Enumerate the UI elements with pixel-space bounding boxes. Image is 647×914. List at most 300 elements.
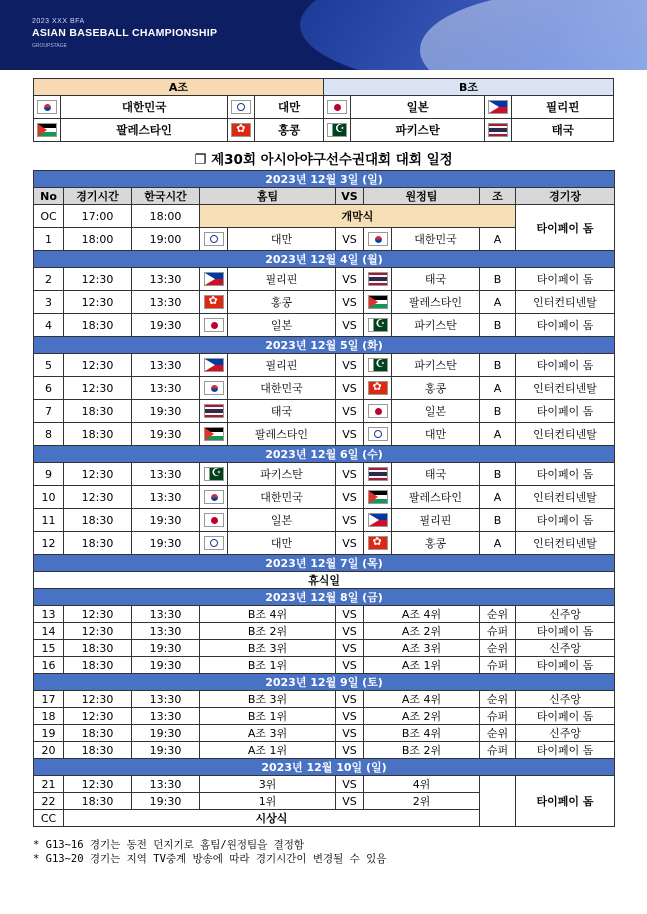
- game-row: [34, 606, 615, 623]
- korea-time: 19:30: [132, 400, 200, 423]
- local-time: 18:30: [64, 657, 132, 674]
- game-no: 1: [34, 228, 64, 251]
- venue: 타이페이 돔: [516, 623, 615, 640]
- game-no: CC: [34, 810, 64, 827]
- game-row: [34, 708, 615, 725]
- flag-cell: [323, 119, 350, 142]
- local-time: 12:30: [64, 606, 132, 623]
- local-time: 12:30: [64, 708, 132, 725]
- away-team: 팔레스타인: [392, 486, 480, 509]
- game-no: 8: [34, 423, 64, 446]
- game-no: 5: [34, 354, 64, 377]
- group-team: 팔레스타인: [61, 119, 228, 142]
- venue: 인터컨티넨탈: [516, 532, 615, 555]
- game-row: [34, 657, 615, 674]
- korea-time: 13:30: [132, 268, 200, 291]
- philippines-flag-icon: [204, 272, 224, 286]
- away-team: 대만: [392, 423, 480, 446]
- flag-cell: [34, 96, 61, 119]
- game-row: [34, 400, 615, 423]
- away-team: A조 4위: [364, 691, 480, 708]
- away-team: 일본: [392, 400, 480, 423]
- flag-cell: [200, 532, 228, 555]
- local-time: 18:30: [64, 314, 132, 337]
- venue: 타이페이 돔: [516, 268, 615, 291]
- venue: 타이페이 돔: [516, 776, 615, 827]
- hongkong-flag-icon: [368, 536, 388, 550]
- vs-label: VS: [336, 691, 364, 708]
- group-col: A: [480, 228, 516, 251]
- local-time: 12:30: [64, 268, 132, 291]
- col-vs: VS: [336, 188, 364, 205]
- venue: 타이페이 돔: [516, 314, 615, 337]
- group-team: 필리핀: [512, 96, 614, 119]
- korea-time: 19:30: [132, 314, 200, 337]
- home-team: B조 4위: [200, 606, 336, 623]
- group-col: 순위: [480, 606, 516, 623]
- vs-label: VS: [336, 606, 364, 623]
- vs-label: VS: [336, 657, 364, 674]
- group-col: 순위: [480, 725, 516, 742]
- flag-cell: [200, 354, 228, 377]
- pakistan-flag-icon: [327, 123, 347, 137]
- local-time: 12:30: [64, 776, 132, 793]
- vs-label: VS: [336, 532, 364, 555]
- group-col: B: [480, 354, 516, 377]
- game-no: 16: [34, 657, 64, 674]
- game-no: 9: [34, 463, 64, 486]
- group-team: 대한민국: [61, 96, 228, 119]
- local-time: 12:30: [64, 377, 132, 400]
- banner-year: 2023 XXX BFA: [32, 18, 85, 25]
- hongkong-flag-icon: [204, 295, 224, 309]
- korea-flag-icon: [204, 490, 224, 504]
- vs-label: VS: [336, 268, 364, 291]
- game-no: 14: [34, 623, 64, 640]
- flag-cell: [364, 400, 392, 423]
- game-row: [34, 776, 615, 793]
- away-team: A조 2위: [364, 623, 480, 640]
- local-time: 18:00: [64, 228, 132, 251]
- venue: 타이페이 돔: [516, 657, 615, 674]
- notes: [33, 838, 386, 866]
- vs-label: VS: [336, 423, 364, 446]
- game-row: [34, 691, 615, 708]
- korea-flag-icon: [37, 100, 57, 114]
- game-row: [34, 291, 615, 314]
- korea-time: 13:30: [132, 606, 200, 623]
- korea-time: 19:30: [132, 725, 200, 742]
- home-team: 파키스탄: [228, 463, 336, 486]
- local-time: 18:30: [64, 423, 132, 446]
- local-time: 12:30: [64, 463, 132, 486]
- day-header: 2023년 12월 7일 (목): [34, 555, 615, 572]
- thailand-flag-icon: [368, 272, 388, 286]
- group-col: A: [480, 532, 516, 555]
- group-col: 순위: [480, 691, 516, 708]
- korea-time: 19:30: [132, 509, 200, 532]
- schedule-title: ❐ 제30회 아시아야구선수권대회 대회 일정: [194, 152, 453, 168]
- flag-cell: [200, 268, 228, 291]
- vs-label: VS: [336, 291, 364, 314]
- venue: 타이페이 돔: [516, 400, 615, 423]
- vs-label: VS: [336, 400, 364, 423]
- game-no: 22: [34, 793, 64, 810]
- flag-cell: [364, 532, 392, 555]
- korea-time: 19:30: [132, 793, 200, 810]
- game-no: 4: [34, 314, 64, 337]
- day-header: 2023년 12월 10일 (일): [34, 759, 615, 776]
- away-team: 태국: [392, 463, 480, 486]
- game-no: OC: [34, 205, 64, 228]
- venue: 타이페이 돔: [516, 509, 615, 532]
- flag-cell: [228, 96, 255, 119]
- game-no: 10: [34, 486, 64, 509]
- palestine-flag-icon: [204, 427, 224, 441]
- group-team: 홍콩: [255, 119, 324, 142]
- banner-title: ASIAN BASEBALL CHAMPIONSHIP: [32, 27, 218, 39]
- flag-cell: [364, 463, 392, 486]
- away-team: 홍콩: [392, 377, 480, 400]
- group-col: A: [480, 377, 516, 400]
- game-row: [34, 377, 615, 400]
- day-header: 2023년 12월 3일 (일): [34, 171, 615, 188]
- header-banner: [0, 0, 647, 70]
- game-no: 12: [34, 532, 64, 555]
- vs-label: VS: [336, 725, 364, 742]
- game-no: 11: [34, 509, 64, 532]
- game-no: 15: [34, 640, 64, 657]
- group-col: 순위: [480, 640, 516, 657]
- opening-row: [34, 205, 615, 228]
- korea-time: 18:00: [132, 205, 200, 228]
- venue: 타이페이 돔: [516, 463, 615, 486]
- away-team: B조 4위: [364, 725, 480, 742]
- korea-time: 13:30: [132, 776, 200, 793]
- flag-cell: [485, 119, 512, 142]
- game-no: 21: [34, 776, 64, 793]
- philippines-flag-icon: [204, 358, 224, 372]
- venue: 인터컨티넨탈: [516, 486, 615, 509]
- game-row: [34, 268, 615, 291]
- group-col: 슈퍼: [480, 657, 516, 674]
- note-line: * G13~20 경기는 지역 TV중계 방송에 따라 경기시간이 변경될 수 있음: [33, 853, 387, 865]
- home-team: 팔레스타인: [228, 423, 336, 446]
- flag-cell: [364, 228, 392, 251]
- away-team: 필리핀: [392, 509, 480, 532]
- venue: 신주앙: [516, 606, 615, 623]
- korea-time: 19:30: [132, 742, 200, 759]
- home-team: 3위: [200, 776, 336, 793]
- game-row: [34, 640, 615, 657]
- local-time: 17:00: [64, 205, 132, 228]
- away-team: 파키스탄: [392, 314, 480, 337]
- day-header: 2023년 12월 4일 (월): [34, 251, 615, 268]
- rest-row: [34, 572, 615, 589]
- vs-label: VS: [336, 742, 364, 759]
- vs-label: VS: [336, 793, 364, 810]
- local-time: 18:30: [64, 742, 132, 759]
- away-team: 대한민국: [392, 228, 480, 251]
- flag-cell: [323, 96, 350, 119]
- game-no: 18: [34, 708, 64, 725]
- korea-time: 19:30: [132, 423, 200, 446]
- col-home: 홈팀: [200, 188, 336, 205]
- flag-cell: [485, 96, 512, 119]
- local-time: 12:30: [64, 291, 132, 314]
- vs-label: VS: [336, 314, 364, 337]
- vs-label: VS: [336, 377, 364, 400]
- venue: 신주앙: [516, 691, 615, 708]
- game-no: 20: [34, 742, 64, 759]
- col-local-time: 경기시간: [64, 188, 132, 205]
- local-time: 12:30: [64, 354, 132, 377]
- group-b-header: B조: [323, 79, 613, 96]
- group-col: B: [480, 268, 516, 291]
- venue: 신주앙: [516, 640, 615, 657]
- group-col: [480, 776, 516, 827]
- flag-cell: [364, 486, 392, 509]
- vs-label: VS: [336, 708, 364, 725]
- day-header: 2023년 12월 5일 (화): [34, 337, 615, 354]
- taiwan-flag-icon: [204, 232, 224, 246]
- group-col: B: [480, 509, 516, 532]
- home-team: 홍콩: [228, 291, 336, 314]
- group-col: A: [480, 291, 516, 314]
- flag-cell: [200, 509, 228, 532]
- thailand-flag-icon: [204, 404, 224, 418]
- venue: 타이페이 돔: [516, 354, 615, 377]
- col-korea-time: 한국시간: [132, 188, 200, 205]
- game-row: [34, 623, 615, 640]
- philippines-flag-icon: [488, 100, 508, 114]
- home-team: B조 2위: [200, 623, 336, 640]
- group-col: A: [480, 423, 516, 446]
- day-header-row: [34, 555, 615, 572]
- flag-cell: [34, 119, 61, 142]
- flag-cell: [364, 314, 392, 337]
- away-team: 파키스탄: [392, 354, 480, 377]
- away-team: A조 2위: [364, 708, 480, 725]
- away-team: 2위: [364, 793, 480, 810]
- group-col: 슈퍼: [480, 708, 516, 725]
- palestine-flag-icon: [368, 490, 388, 504]
- taiwan-flag-icon: [204, 536, 224, 550]
- home-team: B조 1위: [200, 708, 336, 725]
- flag-cell: [364, 354, 392, 377]
- palestine-flag-icon: [368, 295, 388, 309]
- flag-cell: [200, 463, 228, 486]
- column-header-row: [34, 188, 615, 205]
- group-col: 슈퍼: [480, 742, 516, 759]
- away-team: A조 1위: [364, 657, 480, 674]
- local-time: 18:30: [64, 509, 132, 532]
- home-team: 필리핀: [228, 268, 336, 291]
- home-team: 대만: [228, 228, 336, 251]
- away-team: A조 3위: [364, 640, 480, 657]
- group-col: A: [480, 486, 516, 509]
- local-time: 18:30: [64, 532, 132, 555]
- hongkong-flag-icon: [231, 123, 251, 137]
- away-team: 4위: [364, 776, 480, 793]
- game-no: 17: [34, 691, 64, 708]
- day-header-row: [34, 171, 615, 188]
- home-team: 대한민국: [228, 377, 336, 400]
- game-row: [34, 509, 615, 532]
- palestine-flag-icon: [37, 123, 57, 137]
- col-group: 조: [480, 188, 516, 205]
- korea-flag-icon: [204, 381, 224, 395]
- note-line: * G13~16 경기는 동전 던지기로 홈팀/원정팀을 결정함: [33, 839, 305, 851]
- flag-cell: [364, 509, 392, 532]
- korea-time: 19:30: [132, 657, 200, 674]
- flag-cell: [200, 228, 228, 251]
- col-venue: 경기장: [516, 188, 615, 205]
- group-team: 대만: [255, 96, 324, 119]
- vs-label: VS: [336, 486, 364, 509]
- venue: 인터컨티넨탈: [516, 377, 615, 400]
- korea-flag-icon: [368, 232, 388, 246]
- home-team: B조 3위: [200, 640, 336, 657]
- flag-cell: [200, 377, 228, 400]
- home-team: 대만: [228, 532, 336, 555]
- korea-time: 13:30: [132, 691, 200, 708]
- home-team: 일본: [228, 509, 336, 532]
- game-no: 3: [34, 291, 64, 314]
- pakistan-flag-icon: [368, 318, 388, 332]
- venue: 신주앙: [516, 725, 615, 742]
- game-no: 13: [34, 606, 64, 623]
- game-row: [34, 423, 615, 446]
- col-no: No: [34, 188, 64, 205]
- away-team: 홍콩: [392, 532, 480, 555]
- flag-cell: [364, 423, 392, 446]
- home-team: 일본: [228, 314, 336, 337]
- local-time: 18:30: [64, 725, 132, 742]
- game-row: [34, 725, 615, 742]
- rest-day: 휴식일: [34, 572, 615, 589]
- col-away: 원정팀: [364, 188, 480, 205]
- local-time: 12:30: [64, 486, 132, 509]
- game-no: 7: [34, 400, 64, 423]
- venue: 인터컨티넨탈: [516, 291, 615, 314]
- game-no: 6: [34, 377, 64, 400]
- flag-cell: [200, 486, 228, 509]
- flag-cell: [200, 291, 228, 314]
- vs-label: VS: [336, 509, 364, 532]
- thailand-flag-icon: [488, 123, 508, 137]
- game-no: 19: [34, 725, 64, 742]
- flag-cell: [364, 377, 392, 400]
- home-team: B조 3위: [200, 691, 336, 708]
- day-header: 2023년 12월 6일 (수): [34, 446, 615, 463]
- group-team: 태국: [512, 119, 614, 142]
- game-row: [34, 532, 615, 555]
- vs-label: VS: [336, 776, 364, 793]
- pakistan-flag-icon: [368, 358, 388, 372]
- game-row: [34, 742, 615, 759]
- taiwan-flag-icon: [368, 427, 388, 441]
- day-header-row: [34, 674, 615, 691]
- vs-label: VS: [336, 640, 364, 657]
- local-time: 18:30: [64, 793, 132, 810]
- flag-cell: [200, 314, 228, 337]
- home-team: 필리핀: [228, 354, 336, 377]
- day-header: 2023년 12월 9일 (토): [34, 674, 615, 691]
- vs-label: VS: [336, 463, 364, 486]
- closing-ceremony: 시상식: [64, 810, 480, 827]
- venue: 타이페이 돔: [516, 708, 615, 725]
- game-row: [34, 314, 615, 337]
- vs-label: VS: [336, 354, 364, 377]
- game-row: [34, 486, 615, 509]
- venue: 인터컨티넨탈: [516, 423, 615, 446]
- schedule-table: [33, 170, 615, 827]
- day-header-row: [34, 759, 615, 776]
- venue: 타이페이 돔: [516, 205, 615, 251]
- flag-cell: [364, 291, 392, 314]
- flag-cell: [200, 423, 228, 446]
- hongkong-flag-icon: [368, 381, 388, 395]
- home-team: 1위: [200, 793, 336, 810]
- korea-time: 13:30: [132, 354, 200, 377]
- korea-time: 13:30: [132, 291, 200, 314]
- group-col: B: [480, 314, 516, 337]
- korea-time: 19:30: [132, 532, 200, 555]
- group-a-header: A조: [34, 79, 324, 96]
- taiwan-flag-icon: [231, 100, 251, 114]
- group-col: B: [480, 400, 516, 423]
- day-header-row: [34, 446, 615, 463]
- day-header-row: [34, 251, 615, 268]
- korea-time: 19:30: [132, 640, 200, 657]
- japan-flag-icon: [368, 404, 388, 418]
- away-team: 팔레스타인: [392, 291, 480, 314]
- home-team: A조 1위: [200, 742, 336, 759]
- korea-time: 13:30: [132, 463, 200, 486]
- local-time: 18:30: [64, 400, 132, 423]
- flag-cell: [200, 400, 228, 423]
- philippines-flag-icon: [368, 513, 388, 527]
- vs-label: VS: [336, 228, 364, 251]
- opening-ceremony: 개막식: [200, 205, 516, 228]
- home-team: B조 1위: [200, 657, 336, 674]
- venue: 타이페이 돔: [516, 742, 615, 759]
- japan-flag-icon: [327, 100, 347, 114]
- game-row: [34, 354, 615, 377]
- korea-time: 13:30: [132, 623, 200, 640]
- banner-subtitle: GROUPSTAGE: [32, 43, 67, 49]
- korea-time: 13:30: [132, 486, 200, 509]
- home-team: A조 3위: [200, 725, 336, 742]
- vs-label: VS: [336, 623, 364, 640]
- game-no: 2: [34, 268, 64, 291]
- pakistan-flag-icon: [204, 467, 224, 481]
- group-team: 일본: [350, 96, 484, 119]
- game-row: [34, 463, 615, 486]
- korea-time: 19:00: [132, 228, 200, 251]
- home-team: 대한민국: [228, 486, 336, 509]
- day-header-row: [34, 337, 615, 354]
- korea-time: 13:30: [132, 377, 200, 400]
- group-team: 파키스탄: [350, 119, 484, 142]
- day-header: 2023년 12월 8일 (금): [34, 589, 615, 606]
- japan-flag-icon: [204, 318, 224, 332]
- groups-table: [33, 78, 614, 142]
- korea-time: 13:30: [132, 708, 200, 725]
- flag-cell: [228, 119, 255, 142]
- group-col: 슈퍼: [480, 623, 516, 640]
